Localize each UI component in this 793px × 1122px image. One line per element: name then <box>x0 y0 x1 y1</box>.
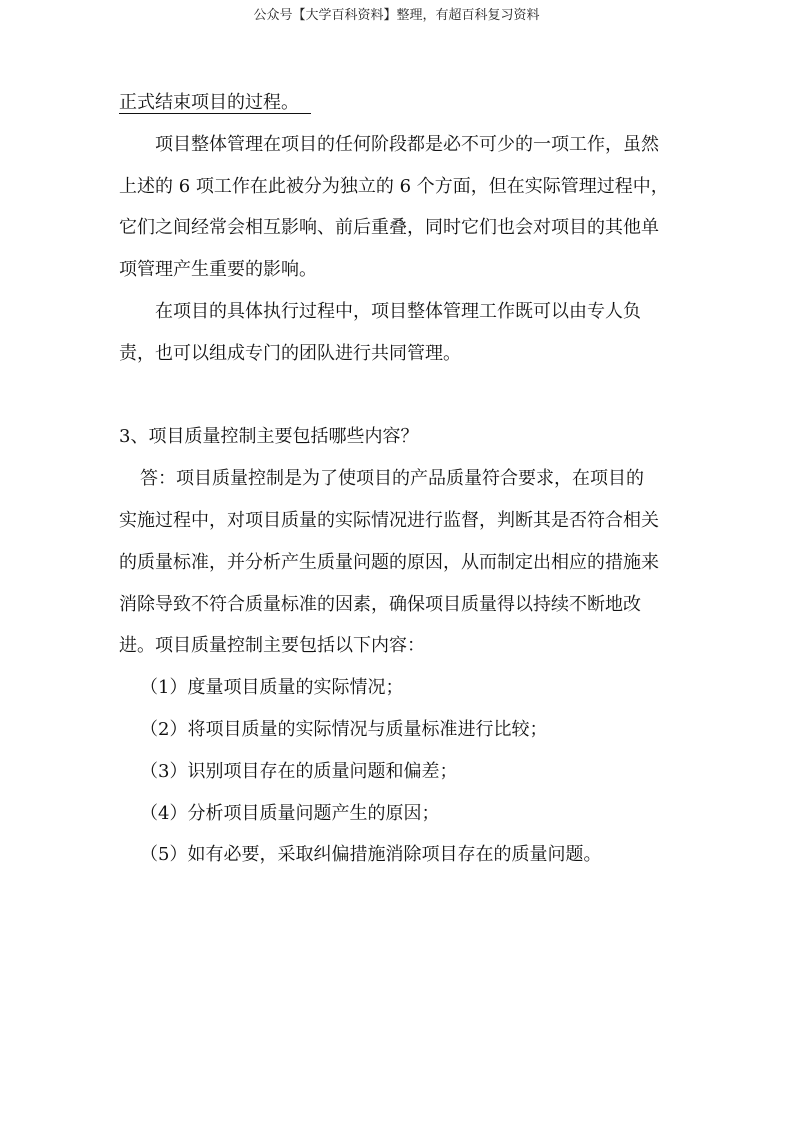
list-item: （4）分析项目质量问题产生的原因； <box>140 802 440 824</box>
intro-line-text: 正式结束项目的过程。 <box>119 92 299 113</box>
list-item: （2）将项目质量的实际情况与质量标准进行比较； <box>140 718 548 740</box>
paragraph-line: 责，也可以组成专门的团队进行共同管理。 <box>119 342 461 364</box>
paragraph-line: 项目整体管理在项目的任何阶段都是必不可少的一项工作，虽然 <box>155 133 659 155</box>
answer-line: 实施过程中，对项目质量的实际情况进行监督，判断其是否符合相关 <box>119 509 659 531</box>
page-header: 公众号【大学百科资料】整理，有超百科复习资料 <box>253 8 540 23</box>
list-item: （5）如有必要，采取纠偏措施消除项目存在的质量问题。 <box>140 844 602 866</box>
list-item: （3）识别项目存在的质量问题和偏差； <box>140 760 458 782</box>
paragraph-line: 项管理产生重要的影响。 <box>119 259 317 281</box>
list-item: （1）度量项目质量的实际情况； <box>140 677 404 699</box>
answer-line: 进。项目质量控制主要包括以下内容： <box>119 635 425 657</box>
section-gap <box>119 375 685 417</box>
paragraph-line: 上述的 6 项工作在此被分为独立的 6 个方面，但在实际管理过程中， <box>119 175 669 197</box>
document-body <box>119 82 685 876</box>
answer-line: 的质量标准，并分析产生质量问题的原因，从而制定出相应的措施来 <box>119 551 659 573</box>
question-title: 3、项目质量控制主要包括哪些内容？ <box>119 426 419 448</box>
intro-line <box>119 82 685 124</box>
paragraph-line: 它们之间经常会相互影响、前后重叠，同时它们也会对项目的其他单 <box>119 217 659 239</box>
answer-line: 消除导致不符合质量标准的因素，确保项目质量得以持续不断地改 <box>119 593 641 615</box>
underline-rule <box>119 113 311 114</box>
paragraph-line: 在项目的具体执行过程中，项目整体管理工作既可以由专人负 <box>155 300 641 322</box>
underlined-text <box>119 82 299 124</box>
answer-line: 答：项目质量控制是为了使项目的产品质量符合要求，在项目的 <box>140 468 644 490</box>
